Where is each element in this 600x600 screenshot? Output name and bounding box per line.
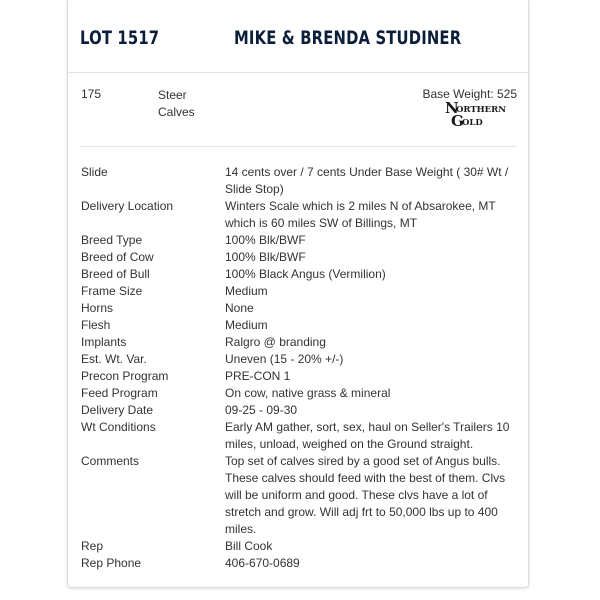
detail-row: [81, 232, 517, 249]
detail-value: 14 cents over / 7 cents Under Base Weight ( 30# Wt / Slide Stop): [225, 165, 509, 196]
detail-row: [81, 283, 517, 300]
detail-label: Breed Type: [81, 233, 143, 247]
detail-value: 406-670-0689: [225, 556, 300, 570]
detail-label: Rep Phone: [81, 556, 142, 570]
detail-label: Horns: [81, 301, 114, 315]
cattle-type: Steer Calves: [158, 88, 195, 119]
detail-row: [81, 300, 517, 317]
detail-row: [81, 198, 517, 232]
detail-value: 09-25 - 09-30: [225, 403, 298, 417]
base-weight: Base Weight: 525: [422, 87, 517, 101]
detail-value: Top set of calves sired by a good set of Angus bulls. These calves should feed with the best of them. Clvs will be uniform and good. These clvs have a lot of stretch and grow. Will adj frt to 50,000 lbs up to 400 miles.: [225, 454, 506, 536]
lot-number: LOT 1517: [80, 27, 160, 49]
detail-value: None: [225, 301, 254, 315]
detail-row: [81, 538, 517, 555]
detail-label: Breed of Cow: [81, 250, 154, 264]
detail-row: [81, 419, 517, 453]
detail-row: [81, 334, 517, 351]
seller-name: MIKE & BRENDA STUDINER: [234, 27, 462, 49]
svg-text:G: G: [451, 112, 464, 130]
detail-value: Winters Scale which is 2 miles N of Absarokee, MT which is 60 miles SW of Billings, MT: [225, 199, 496, 230]
northern-gold-logo: [445, 100, 517, 130]
detail-row: [81, 555, 517, 572]
lot-header: [68, 0, 528, 73]
detail-row: [81, 249, 517, 266]
detail-row: [81, 402, 517, 419]
detail-value: 100% Black Angus (Vermilion): [225, 267, 386, 281]
detail-label: Rep: [81, 539, 104, 553]
detail-value: 100% Blk/BWF: [225, 250, 306, 264]
detail-label: Comments: [81, 454, 140, 468]
lot-details: [81, 164, 517, 572]
detail-row: [81, 351, 517, 368]
detail-value: Bill Cook: [225, 539, 273, 553]
detail-label: Precon Program: [81, 369, 169, 383]
detail-label: Feed Program: [81, 386, 158, 400]
detail-row: [81, 317, 517, 334]
detail-value: On cow, native grass & mineral: [225, 386, 391, 400]
lot-card: [67, 0, 529, 588]
detail-label: Delivery Location: [81, 199, 174, 213]
svg-text:OLD: OLD: [462, 118, 483, 128]
head-count: 175: [81, 87, 102, 101]
detail-label: Implants: [81, 335, 127, 349]
detail-row: [81, 164, 517, 198]
detail-value: PRE-CON 1: [225, 369, 291, 383]
detail-row: [81, 266, 517, 283]
detail-value: Medium: [225, 318, 268, 332]
detail-value: 100% Blk/BWF: [225, 233, 306, 247]
detail-label: Frame Size: [81, 284, 143, 298]
detail-row: [81, 368, 517, 385]
detail-label: Delivery Date: [81, 403, 154, 417]
svg-text:N: N: [445, 100, 459, 117]
detail-label: Flesh: [81, 318, 111, 332]
detail-value: Early AM gather, sort, sex, haul on Seller's Trailers 10 miles, unload, weighed on the Ground straight.: [225, 420, 510, 451]
detail-row: [81, 385, 517, 402]
detail-value: Ralgro @ branding: [225, 335, 326, 349]
detail-label: Est. Wt. Var.: [81, 352, 147, 366]
detail-label: Breed of Bull: [81, 267, 150, 281]
detail-row: [81, 453, 517, 538]
svg-text:ORTHERN: ORTHERN: [456, 105, 506, 115]
detail-label: Wt Conditions: [81, 420, 156, 434]
section-divider: [80, 146, 516, 147]
detail-value: Medium: [225, 284, 268, 298]
detail-label: Slide: [81, 165, 108, 179]
detail-value: Uneven (15 - 20% +/-): [225, 352, 344, 366]
